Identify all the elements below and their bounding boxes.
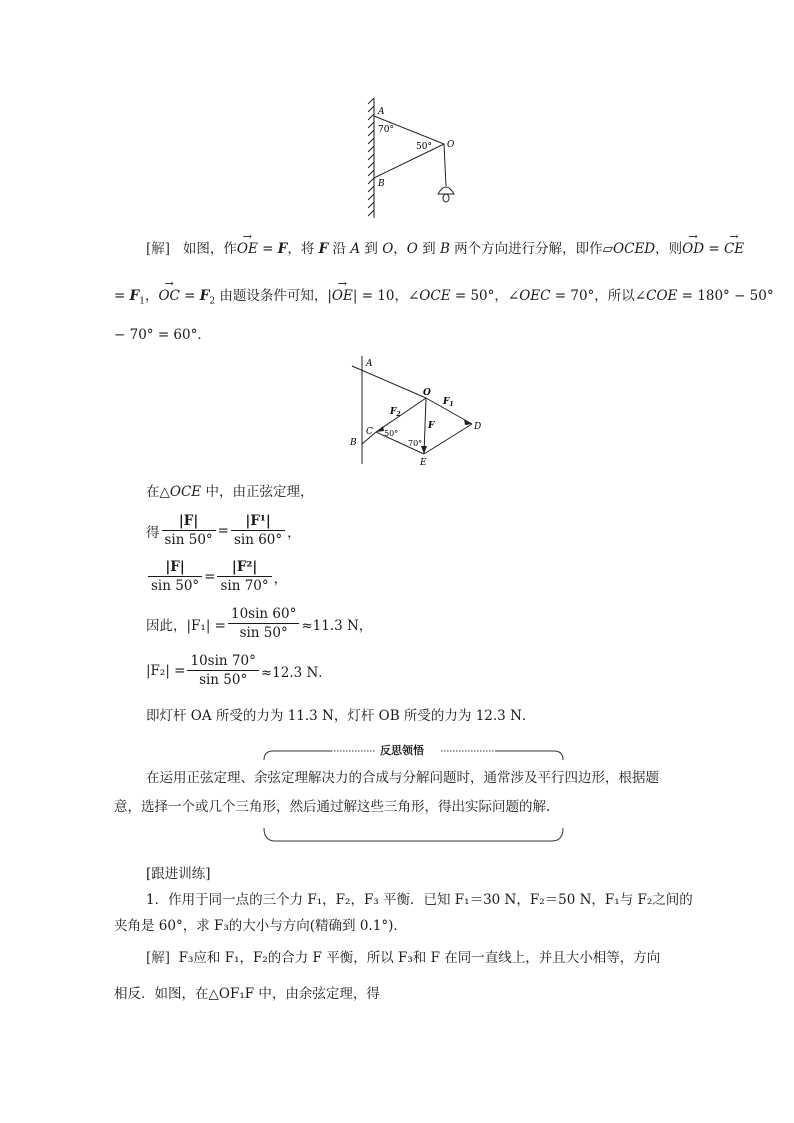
fraction-2-left: $\frac{|F|}{\sin 50^\circ}$ xyxy=(148,558,202,595)
reflection-line-1: 在运用正弦定理、余弦定理解决力的合成与分解问题时，通常涉及平行四边形，根据题 xyxy=(146,770,659,786)
figure-2-force-parallelogram xyxy=(340,352,490,470)
vector-oc: → OC xyxy=(158,288,179,304)
lamp-shade xyxy=(438,187,454,194)
label-e: E xyxy=(420,458,427,468)
label-b2: B xyxy=(350,438,357,448)
solution-line-1: [解] 如图，作→ OE = F，将 F 沿 A 到 O，O 到 B 两个方向进行分解，即作▱OCED，则→ OD = → CE xyxy=(146,237,744,257)
reflection-title: 反思领悟 xyxy=(376,742,428,758)
label-a: A xyxy=(378,107,385,117)
label-b: B xyxy=(378,179,385,189)
label-f2: $F_2$ xyxy=(390,407,401,418)
line-a-o xyxy=(352,366,426,398)
practice-header: [跟进训练] xyxy=(146,866,211,882)
solution-tag: [解] xyxy=(146,241,171,257)
vector-ce: → CE xyxy=(724,241,744,257)
fraction-3: $\frac{10\sin 60^\circ}{\sin 50^\circ}$ xyxy=(228,605,299,642)
line-o-e xyxy=(424,398,426,454)
vector-od: → OD xyxy=(682,241,704,257)
fraction-1-left: $\frac{|F|}{\sin 50^\circ}$ xyxy=(162,512,216,549)
lamp-cord xyxy=(444,144,446,186)
label-f1: $F_1$ xyxy=(443,397,454,408)
reflection-line-2: 意，选择一个或几个三角形，然后通过解这些三角形，得出实际问题的解. xyxy=(114,799,551,815)
label-d: D xyxy=(474,422,482,432)
label-o: O xyxy=(447,140,455,150)
answer-line-1: [解] F₃应和 F₁，F₂的合力 F 平衡，所以 F₃和 F 在同一直线上，并且大小相等，方向 xyxy=(146,950,661,966)
equation-4: |F₂| = $\frac{10\sin 70^\circ}{\sin 50^\circ}$ ≈12.3 N． xyxy=(146,653,332,688)
solution-line-3: − 70° = 60°． xyxy=(114,327,211,343)
arrow-d xyxy=(464,419,472,425)
label-f: F xyxy=(428,421,435,431)
rod-ob xyxy=(374,144,444,178)
line-c-o xyxy=(376,398,426,432)
wall-hatching xyxy=(368,98,374,218)
label-a2: A xyxy=(366,359,373,369)
equation-2: $\frac{|F|}{\sin 50^\circ}$ = $\frac{\text{|F²|}}{\sin 70^\circ}$ ， xyxy=(146,558,287,595)
fraction-1-right: $\frac{\text{|F¹|}}{\sin 60^\circ}$ xyxy=(231,512,285,549)
fraction-4: $\frac{10\sin 70^\circ}{\sin 50^\circ}$ xyxy=(187,652,258,689)
solution-line-2: = $F_1$，→ OC = $F_2$ 由题设条件可知，|→ OE| = 10，∠OCE = 50°，∠OEC = 70°，所以∠COE = 180° − 50° xyxy=(114,284,774,307)
lamp-bulb xyxy=(443,194,449,202)
equation-3: 因此，|F₁| = $\frac{10\sin 60^\circ}{\sin 50^\circ}$ ≈11.3 N， xyxy=(146,606,373,641)
question-1-line-2: 夹角是 60°，求 F₃的大小与方向(精确到 0.1°)． xyxy=(114,918,407,934)
arrow-c xyxy=(376,426,384,432)
sine-rule-conclusion: 即灯杆 OA 所受的力为 11.3 N，灯杆 OB 所受的力为 12.3 N． xyxy=(146,708,536,724)
question-1-line-1: 1．作用于同一点的三个力 F₁，F₂，F₃ 平衡．已知 F₁＝30 N，F₂＝50 N，F₁与 F₂之间的 xyxy=(146,892,693,908)
equation-1: 得 $\frac{|F|}{\sin 50^\circ}$ = $\frac{\text{|F¹|}}{\sin 60^\circ}$ ， xyxy=(146,513,301,548)
label-angle-70: 70° xyxy=(378,125,394,135)
sine-rule-intro: 在△OCE 中，由正弦定理， xyxy=(146,484,314,500)
label-angle-50-c: 50° xyxy=(384,429,399,438)
label-c: C xyxy=(366,427,373,437)
label-angle-70-e: 70° xyxy=(408,439,423,448)
figure-1-lamp-diagram xyxy=(360,96,470,222)
vector-oe: → OE xyxy=(237,241,258,257)
label-o2: O xyxy=(423,388,431,398)
label-angle-50: 50° xyxy=(416,142,432,152)
fraction-2-right: $\frac{\text{|F²|}}{\sin 70^\circ}$ xyxy=(217,558,271,595)
answer-line-2: 相反．如图，在△OF₁F 中，由余弦定理，得 xyxy=(114,986,380,1002)
answer-tag: [解] xyxy=(146,950,171,966)
